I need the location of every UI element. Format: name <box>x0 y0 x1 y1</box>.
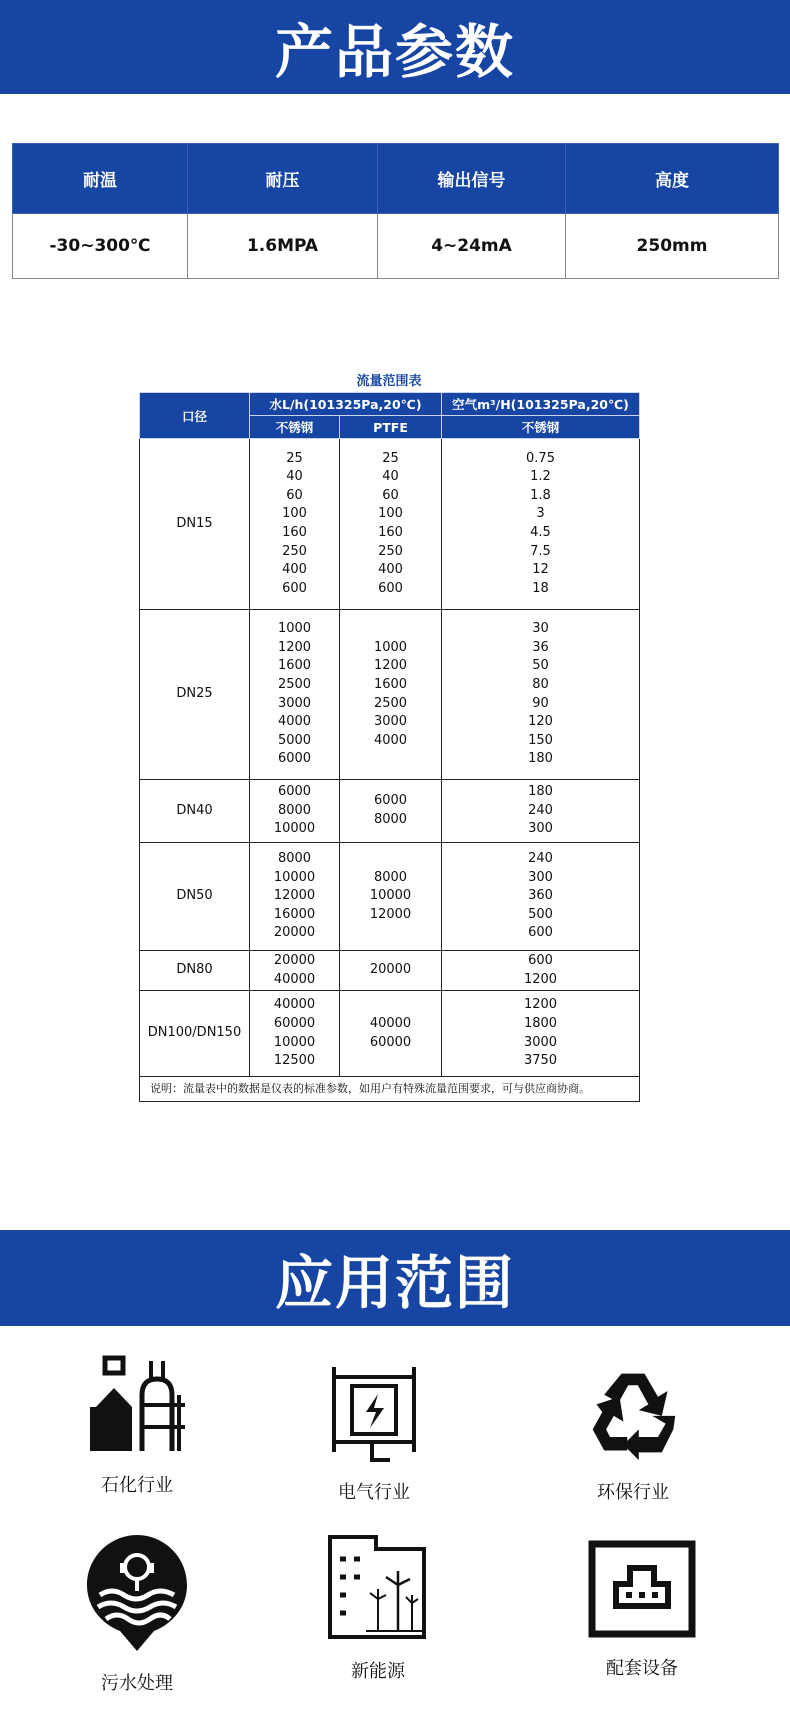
stainless-flow-cell: 1000 1200 1600 2500 3000 4000 5000 6000 <box>250 610 340 780</box>
params-header-cell: 耐压 <box>188 144 378 214</box>
caliber-cell: DN100/DN150 <box>140 991 250 1077</box>
table-row <box>140 951 640 991</box>
caliber-cell: DN80 <box>140 951 250 991</box>
section-title: 产品参数 <box>274 18 515 86</box>
section-banner-product-params <box>0 0 790 94</box>
params-header-row <box>13 144 779 214</box>
application-supporting-equipment <box>532 1540 752 1680</box>
caliber-cell: DN25 <box>140 610 250 780</box>
ptfe-flow-cell: 8000 10000 12000 <box>340 843 442 951</box>
ptfe-flow-cell: 40000 60000 <box>340 991 442 1077</box>
params-value-cell: 4~24mA <box>378 214 566 279</box>
electrical-icon <box>324 1362 424 1462</box>
application-environmental <box>523 1366 743 1504</box>
params-value-cell: 1.6MPA <box>188 214 378 279</box>
air-flow-cell: 180 240 300 <box>442 780 640 843</box>
params-header-cell: 高度 <box>566 144 779 214</box>
caliber-header: 口径 <box>140 393 250 439</box>
recycle-icon <box>585 1366 681 1462</box>
ptfe-header: PTFE <box>340 416 442 439</box>
air-flow-cell: 30 36 50 80 90 120 150 180 <box>442 610 640 780</box>
table-row <box>140 439 640 610</box>
table-row <box>140 843 640 951</box>
air-header: 空气m³/H(101325Pa,20℃) <box>442 393 640 416</box>
caliber-cell: DN15 <box>140 439 250 610</box>
application-label: 石化行业 <box>101 1475 173 1496</box>
air-flow-cell: 240 300 360 500 600 <box>442 843 640 951</box>
ptfe-flow-cell: 1000 1200 1600 2500 3000 4000 <box>340 610 442 780</box>
section-title: 应用范围 <box>274 1249 515 1317</box>
stainless-flow-cell: 8000 10000 12000 16000 20000 <box>250 843 340 951</box>
application-petrochemical <box>27 1355 247 1497</box>
stainless-steel-header: 不锈钢 <box>250 416 340 439</box>
air-stainless-steel-header: 不锈钢 <box>442 416 640 439</box>
air-flow-cell: 1200 1800 3000 3750 <box>442 991 640 1077</box>
wind-energy-icon <box>326 1533 430 1641</box>
flow-table-note: 说明：流量表中的数据是仪表的标准参数，如用户有特殊流量范围要求，可与供应商协商。 <box>140 1077 640 1102</box>
application-label: 电气行业 <box>338 1482 410 1503</box>
note-row <box>140 1077 640 1102</box>
params-header-cell: 耐温 <box>13 144 188 214</box>
stainless-flow-cell: 6000 8000 10000 <box>250 780 340 843</box>
flow-header-row <box>140 393 640 416</box>
params-value-cell: -30~300℃ <box>13 214 188 279</box>
params-header-cell: 输出信号 <box>378 144 566 214</box>
flow-table-title: 流量范围表 <box>356 374 422 389</box>
ptfe-flow-cell: 25 40 60 100 160 250 400 600 <box>340 439 442 610</box>
application-label: 配套设备 <box>606 1658 678 1679</box>
caliber-cell: DN50 <box>140 843 250 951</box>
table-row <box>140 780 640 843</box>
sewage-icon <box>84 1533 190 1653</box>
table-row <box>140 991 640 1077</box>
air-flow-cell: 0.75 1.2 1.8 3 4.5 7.5 12 18 <box>442 439 640 610</box>
air-flow-cell: 600 1200 <box>442 951 640 991</box>
petrochemical-icon <box>87 1355 187 1455</box>
equipment-icon <box>588 1540 696 1638</box>
params-value-row <box>13 214 779 279</box>
application-new-energy <box>268 1533 488 1683</box>
section-banner-applications <box>0 1230 790 1326</box>
application-label: 新能源 <box>351 1661 405 1682</box>
water-header: 水L/h(101325Pa,20℃) <box>250 393 442 416</box>
application-label: 污水处理 <box>101 1673 173 1694</box>
application-electrical <box>264 1362 484 1504</box>
caliber-cell: DN40 <box>140 780 250 843</box>
stainless-flow-cell: 25 40 60 100 160 250 400 600 <box>250 439 340 610</box>
stainless-flow-cell: 20000 40000 <box>250 951 340 991</box>
ptfe-flow-cell: 20000 <box>340 951 442 991</box>
application-label: 环保行业 <box>597 1482 669 1503</box>
stainless-flow-cell: 40000 60000 10000 12500 <box>250 991 340 1077</box>
ptfe-flow-cell: 6000 8000 <box>340 780 442 843</box>
table-row <box>140 610 640 780</box>
params-value-cell: 250mm <box>566 214 779 279</box>
application-sewage-treatment <box>27 1533 247 1695</box>
flow-range-table <box>139 392 640 1102</box>
params-table <box>12 143 779 279</box>
